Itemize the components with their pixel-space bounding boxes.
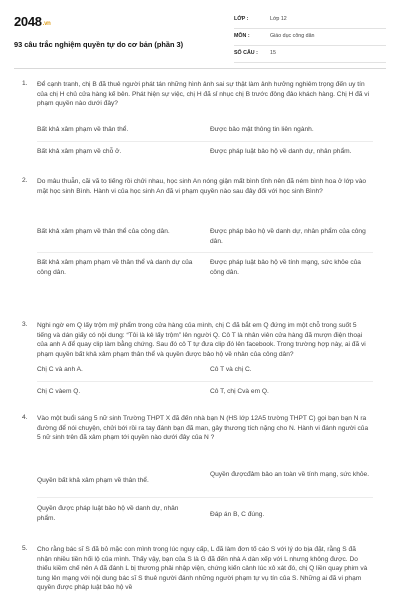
worksheet-header [14,12,386,64]
meta-label: MÔN : [234,33,250,39]
meta-value: Giáo dục công dân [270,33,315,39]
option-separator [37,252,373,253]
logo-main: 2048 [14,14,42,29]
meta-value: Lớp 12 [270,16,287,22]
question-1 [22,80,380,166]
answer-option[interactable]: Được pháp bảo hộ về danh dự, nhân phẩm của công dân. [210,228,366,245]
answer-option[interactable]: Quyền được pháp luật bảo hộ về danh dự, nhân phẩm. [37,505,179,522]
option-separator [37,141,373,142]
answer-option[interactable]: Đáp án B, C đúng. [210,511,265,518]
answer-option[interactable]: Quyền đượcđảm bảo an toàn về tính mạng, sức khỏe. [210,471,370,478]
option-separator [37,497,373,498]
question-text: Do mâu thuẫn, cãi vã to tiếng rồi chửi nhau, học sinh An nóng giận mất bình tĩnh nên đã ném bình hoa ở lớp vào mặt học sinh Bình. Hành vi của học sinh An đã vi phạm quyền nào sau đây đối với học sinh Bình? [37,178,367,195]
answer-option[interactable]: Được pháp luật bảo hộ về danh dự, nhân phẩm. [210,148,352,155]
answer-option[interactable]: Cô T và chị C. [210,366,252,373]
meta-row-subject [234,29,386,46]
meta-label: SỐ CÂU : [234,50,258,56]
question-text: Cho rằng bác sĩ S đã bỏ mặc con mình trong lúc nguy cấp, L đã làm đơn tố cáo S với lý do bịa đặt, rằng S đã nhận nhiều tiền hối lộ của mình. Thấy vậy, bạn của S là G đã đến nhà A dàn xếp với L nhưng không được. Do thiếu kiềm chế nên A đã đánh L bị thương phải nhập viện, chứng kiến cảnh lúc xô xát đó, chị Q liền quay phim và tung lên mạng với nội dung bác sĩ S thuê người đánh những người phạm tự vụ tín của S. Những ai đã vi phạm quyền được pháp luật bảo hộ về [37,546,368,592]
meta-label: LỚP : [234,16,249,22]
question-number: 3. [22,321,28,328]
answer-option[interactable]: Được pháp luật bảo hộ về tính mạng, sức khỏe của công dân. [210,259,361,276]
question-2 [22,177,380,302]
meta-value: 15 [270,50,276,56]
meta-row-count [234,46,386,63]
answer-option[interactable]: Bất khả xâm phạm phạm về thân thể và danh dự của công dân. [37,259,193,276]
answer-option[interactable]: Cô T, chị Cvà em Q. [210,388,269,395]
option-separator [37,381,373,382]
question-number: 2. [22,177,28,184]
meta-row-class [234,12,386,29]
question-number: 1. [22,80,28,87]
answer-option[interactable]: Bất khả xâm phạm về thân thể. [37,126,129,133]
logo-suffix: .vn [42,21,51,27]
answer-option[interactable]: Bất khả xâm phạm về chỗ ở. [37,148,122,155]
answer-option[interactable]: Quyền bất khả xâm phạm về thân thể. [37,477,149,484]
question-number: 5. [22,545,28,552]
answer-option[interactable]: Chị C vàem Q. [37,388,81,395]
meta-table [234,12,386,63]
question-text: Nghi ngờ em Q lấy trộm mỹ phẩm trong cửa hàng của mình, chị C đã bắt em Q đứng im một chỗ trong suốt 5 tiếng và dán giấy có nội dung: “Tôi là kẻ lấy trộm” lên người Q. Cô T là nhân viên cửa hàng đã mượn điện thoại của anh A để quay clip làm bằng chứng. Sau đó cô T tự đưa clip đó lên facebook. Trong trường hợp này, ai đã vi phạm quyền bất khả xâm phạm thân thể và quyền được bảo hộ về nhân của công dân? [37,322,366,358]
question-5 [22,545,380,600]
answer-option[interactable]: Được bảo mật thông tin liên ngành. [210,126,314,133]
question-text: Vào một buổi sáng 5 nữ sinh Trường THPT X đã đến nhà bạn N (HS lớp 12A5 trường THPT C) gọi bạn bạn N ra đường để nói chuyện, chửi bới rồi ra tay đánh bạn đã man, gây thương tích nặng cho N. Hành vi đánh người của 5 nữ sinh trên đã xâm phạm tới quyền nào dưới đây của N ? [37,415,369,442]
document-title: 93 câu trắc nghiệm quyền tự do cơ bản (phần 3) [14,40,184,49]
answer-option[interactable]: Chị C và anh A. [37,366,83,373]
question-text: Để cạnh tranh, chị B đã thuê người phát tán những hình ảnh sai sự thật làm ảnh hưởng nghiêm trọng đến uy tín của chị H chủ cửa hàng kế bên. Phát hiện sự việc, chị H đã sỉ nhục chị B trước đông đảo khách hàng. Chị H đã vi phạm quyền nào dưới đây? [37,81,370,108]
header-divider [14,68,386,69]
site-logo[interactable] [14,14,51,29]
answer-option[interactable]: Bất khả xâm phạm về thân thể của công dân. [37,228,170,235]
question-4 [22,414,380,530]
question-number: 4. [22,414,28,421]
